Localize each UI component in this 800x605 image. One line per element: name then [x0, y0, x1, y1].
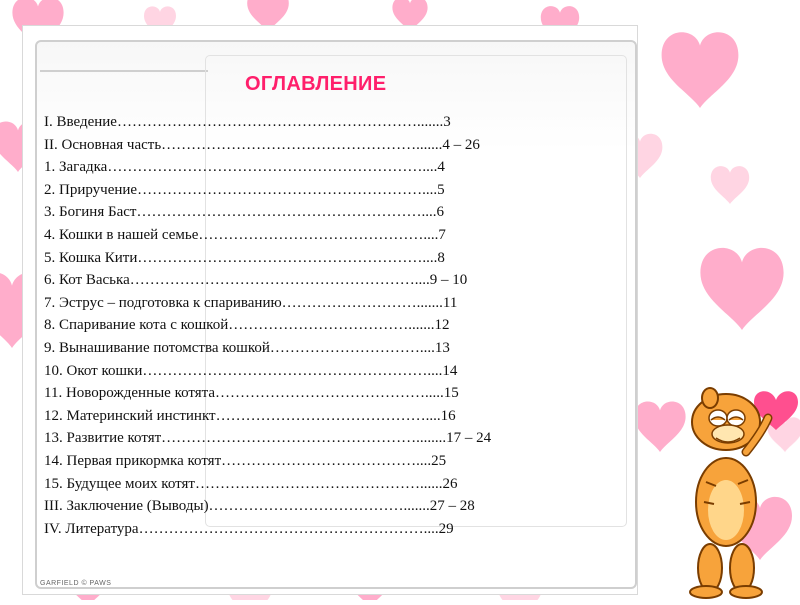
- list-item: 11. Новорожденные котята…………………………………….....15: [44, 385, 459, 402]
- list-item: 3. Богиня Баст…………………………………………………....6: [44, 204, 444, 221]
- list-item: 13. Развитие котят……………………………………………........17 – 24: [44, 430, 492, 447]
- garfield-logo: GARFIELD © PAWS: [40, 580, 112, 587]
- table-of-contents: [44, 111, 491, 540]
- list-item: 15. Будущее моих котят………………………………………......26: [44, 475, 458, 492]
- list-item: 14. Первая прикормка котят…………………………………....25: [44, 452, 447, 469]
- list-item: 7. Эструс – подготовка к спариванию……………………….......11: [44, 294, 458, 311]
- list-item: IV. Литература…………………………………………………....29: [44, 520, 454, 537]
- list-item: 8. Спаривание кота с кошкой……………………………….......12: [44, 317, 450, 334]
- list-item: 6. Кот Васька…………………………………………………....9 – 10: [44, 272, 468, 289]
- page-title: ОГЛАВЛЕНИЕ: [245, 73, 387, 95]
- list-item: 4. Кошки в нашей семье………………………………………....7: [44, 226, 446, 243]
- garfield-illustration: [676, 372, 800, 600]
- list-item: II. Основная часть…………………………………………….......4 – 26: [44, 136, 480, 153]
- list-item: 9. Вынашивание потомства кошкой…………………………....13: [44, 339, 450, 356]
- list-item: 10. Окот кошки…………………………………………………....14: [44, 362, 458, 379]
- list-item: III. Заключение (Выводы)………………………………….......27 – 28: [44, 498, 475, 515]
- list-item: 1. Загадка………………………………………………………....4: [44, 159, 445, 176]
- list-item: 12. Материнский инстинкт……………………………………....16: [44, 407, 456, 424]
- list-item: 2. Приручение…………………………………………………....5: [44, 181, 445, 198]
- list-item: 5. Кошка Кити…………………………………………………....8: [44, 249, 445, 266]
- binder-tab: [40, 40, 208, 72]
- list-item: I. Введение…………………………………………………….......3: [44, 114, 451, 130]
